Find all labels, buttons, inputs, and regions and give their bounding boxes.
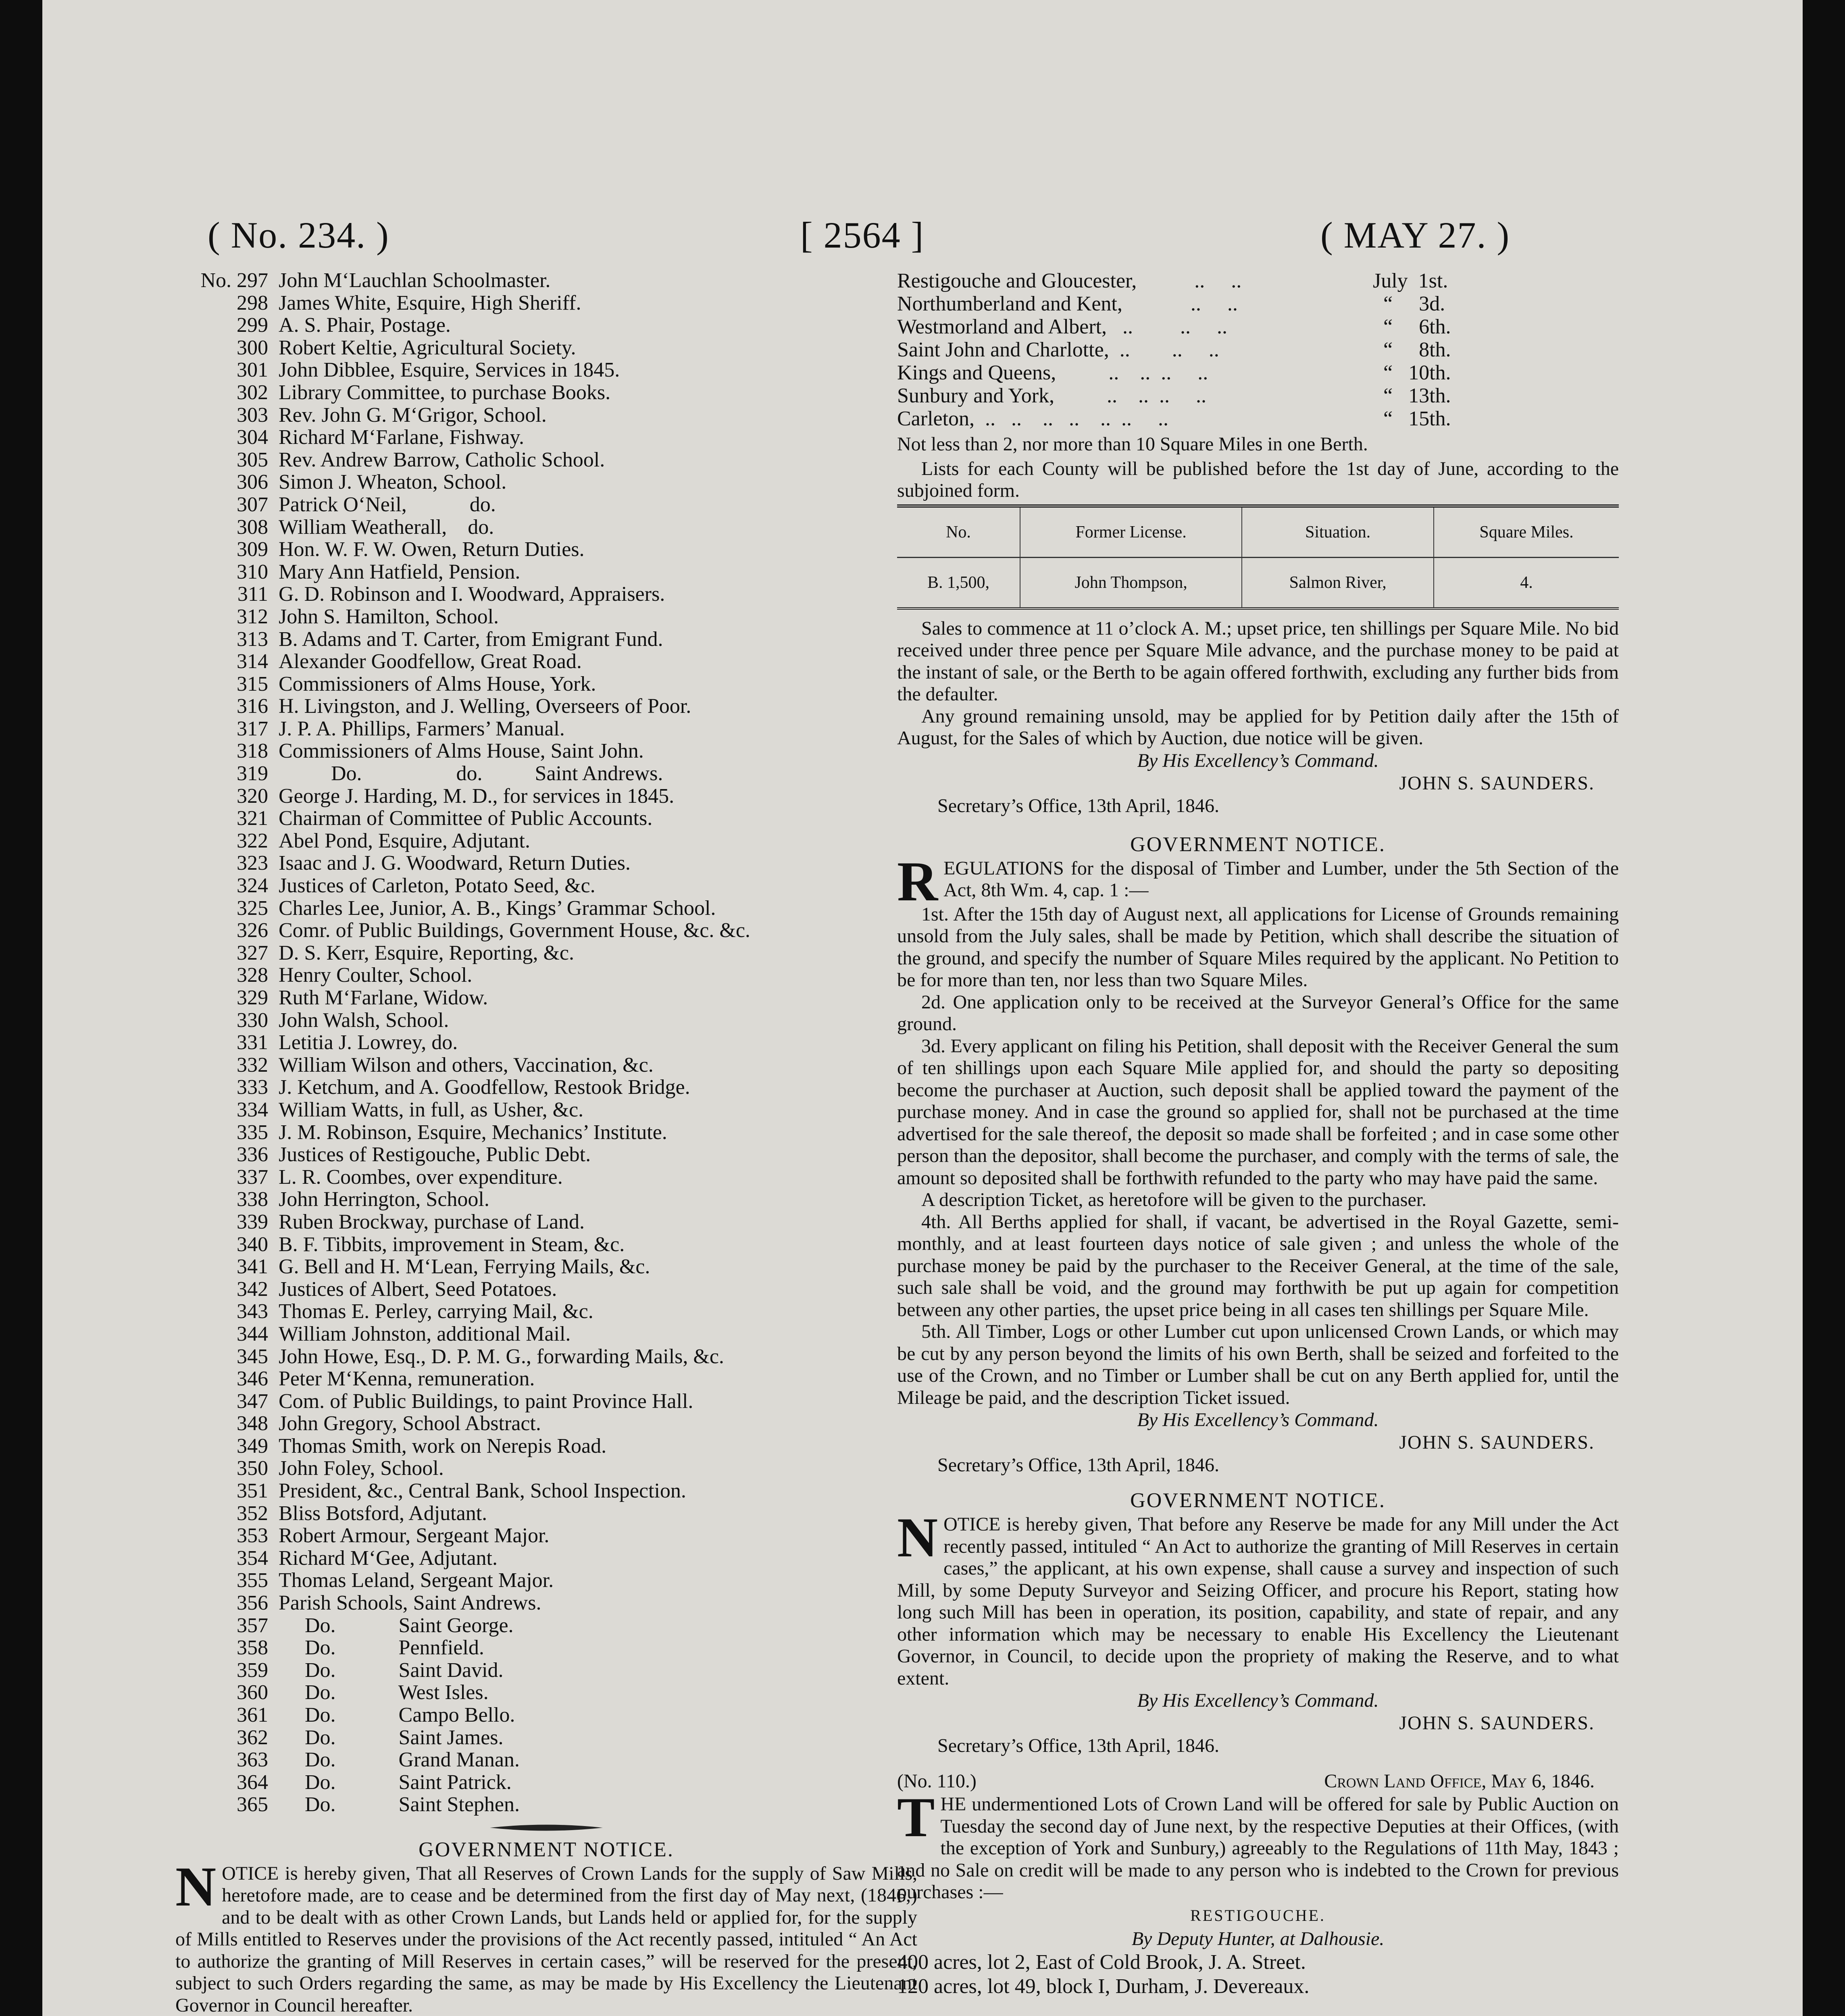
notice-body: HE undermentioned Lots of Crown Land will be offered for sale by Public Auction on Tuesday the second day of June next, by the respective Deputies at their Offices, (with the exception of York and Sunbury,) agreeably to the Regulations of 11th May, 1843 ; and no Sale on credit will be made to any person who is indebted to the Crown for previous purchases :— [897,1793,1619,1903]
warrant-row [175,987,917,1009]
warrant-row [175,292,917,314]
warrant-number: 347 [237,1389,268,1413]
warrant-row [175,1435,917,1458]
warrant-number: 310 [237,560,268,583]
warrant-number: 329 [237,986,268,1009]
left-column [175,269,917,2016]
drop-cap: T [897,1786,935,1849]
warrant-row [175,1031,917,1054]
county-pair: Sunbury and York, .. .. .. .. [897,384,1207,407]
warrant-number: 323 [237,852,268,875]
lot-list [897,1950,1619,1999]
warrant-row [175,919,917,942]
section-ornament [490,1822,603,1834]
warrant-number: 303 [237,403,268,427]
warrant-row [175,1188,917,1211]
warrant-row [175,583,917,606]
warrant-description: John Foley, School. [279,1457,444,1480]
warrant-row [175,1166,917,1189]
warrant-row [175,650,917,673]
warrant-row [175,426,917,449]
warrant-row [175,673,917,696]
warrant-row [175,1749,917,1771]
warrant-description: Mary Ann Hatfield, Pension. [279,560,521,583]
warrant-number: 349 [237,1434,268,1458]
warrant-description: Robert Keltie, Agricultural Society. [279,336,576,359]
warrant-row [175,762,917,785]
warrant-description: Richard M‘Gee, Adjutant. [279,1546,498,1570]
warrant-number: 343 [237,1300,268,1323]
warrant-description: Ruth M‘Farlane, Widow. [279,986,488,1009]
office-date: Secretary’s Office, 13th April, 1846. [937,1735,1219,1756]
warrant-description: Do. Pennfield. [279,1636,484,1660]
command-line: By His Excellency’s Command. [1137,1409,1379,1431]
warrant-description: Do. Saint James. [279,1726,504,1749]
warrant-description: John Dibblee, Esquire, Services in 1845. [279,358,620,382]
warrant-description: Henry Coulter, School. [279,964,473,987]
warrant-number: 325 [237,896,268,920]
warrant-number: 327 [237,941,268,964]
warrant-description: Commissioners of Alms House, York. [279,672,596,696]
warrant-description: Robert Armour, Sergeant Major. [279,1524,550,1547]
warrant-description: Do. do. Saint Andrews. [279,762,663,785]
county-pair: Restigouche and Gloucester, .. .. [897,269,1242,292]
warrant-number: 365 [237,1793,268,1816]
warrant-row [175,1009,917,1032]
warrant-number: 345 [237,1345,268,1368]
warrant-description: John Herrington, School. [279,1188,489,1211]
warrant-description: L. R. Coombes, over expenditure. [279,1165,563,1189]
warrant-row [175,964,917,987]
warrant-description: John Howe, Esq., D. P. M. G., forwarding Mails, &c. [279,1345,724,1368]
warrant-row [175,1345,917,1368]
regulation-item: 1st. After the 15th day of August next, all applications for License of Grounds remaining unsold from the July sales, shall be made by Petition, which shall describe the situation of the ground, and specify the number of Square Miles required by the applicant. No Petition to be for more than ten, nor less than two Square Miles. [897,903,1619,991]
warrant-row [175,494,917,516]
warrant-list [175,269,917,1816]
warrant-description: Thomas Leland, Sergeant Major. [279,1569,554,1592]
warrant-row [175,1211,917,1233]
warrant-description: Simon J. Wheaton, School. [279,471,507,494]
sale-date: “ 8th. [1373,338,1451,361]
warrant-description: D. S. Kerr, Esquire, Reporting, &c. [279,941,575,964]
warrant-row [175,471,917,494]
warrant-row [175,1704,917,1727]
warrant-number: 357 [237,1614,268,1637]
sale-date: “ 13th. [1373,384,1451,407]
lists-note: Lists for each County will be published before the 1st day of June, according to the subjoined form. [897,458,1619,501]
warrant-number: 348 [237,1412,268,1435]
warrant-description: H. Livingston, and J. Welling, Overseers of Poor. [279,695,691,718]
drop-cap: N [897,1506,938,1569]
county-pair: Northumberland and Kent, .. .. [897,292,1238,315]
warrant-number: 346 [237,1367,268,1391]
warrant-description: Richard M‘Farlane, Fishway. [279,426,524,449]
warrant-number: 334 [237,1098,268,1121]
warrant-description: William Weatherall, do. [279,515,494,539]
mill-notice [897,1488,1619,1757]
warrant-number: 313 [237,627,268,651]
command-line: By His Excellency’s Command. [1137,750,1379,771]
warrant-row [175,1278,917,1301]
warrant-number: 324 [237,874,268,898]
warrant-description: Justices of Restigouche, Public Debt. [279,1143,591,1166]
warrant-row [175,1771,917,1794]
sale-date: “ 3d. [1373,292,1445,315]
warrant-description: Comr. of Public Buildings, Government House, &c. &c. [279,919,750,942]
warrant-number: 352 [237,1502,268,1525]
warrant-row [175,1793,917,1816]
berth-limits: Not less than 2, nor more than 10 Square Miles in one Berth. [897,433,1368,455]
warrant-number: 341 [237,1255,268,1279]
warrant-description: J. Ketchum, and A. Goodfellow, Restook Bridge. [279,1076,690,1099]
warrant-description: Rev. John G. M‘Grigor, School. [279,403,547,427]
issue-number: ( No. 234. ) [208,215,389,256]
warrant-description: Do. West Isles. [279,1681,489,1704]
warrant-description: G. Bell and H. M‘Lean, Ferrying Mails, &c. [279,1255,650,1279]
warrant-row [175,1143,917,1166]
warrant-description: J. P. A. Phillips, Farmers’ Manual. [279,717,565,740]
notice-body: OTICE is hereby given, That all Reserves of Crown Lands for the supply of Saw Mills, heretofore made, are to cease and be determined from the first day of May next, (1846,) and to be dealt with as other Crown Lands, but Lands held or applied for, for the supply of Mills entitled to Reserves under the provisions of the Act recently passed, intituled “ An Act to authorize the granting of Mill Reserves in certain cases,” will be reserved for the present, subject to such Orders regarding the same, as may be made by His Excellency the Lieutenant Governor in Council hereafter. [175,1862,917,2016]
warrant-number: 328 [237,964,268,987]
warrant-row [175,875,917,897]
warrant-description: Do. Grand Manan. [279,1748,520,1772]
warrant-description: President, &c., Central Bank, School Inspection. [279,1479,686,1503]
notice-title: GOVERNMENT NOTICE. [1130,1489,1386,1512]
warrant-number: 350 [237,1457,268,1480]
warrant-row [175,807,917,830]
notice-title: GOVERNMENT NOTICE. [1130,833,1386,856]
warrant-number: 300 [237,336,268,359]
warrant-description: Patrick O‘Neil, do. [279,493,496,516]
gazette-page [42,0,1803,2016]
warrant-row [175,1300,917,1323]
warrant-number: 312 [237,605,268,628]
warrant-row [175,1480,917,1502]
warrant-number: 353 [237,1524,268,1547]
warrant-description: Abel Pond, Esquire, Adjutant. [279,829,530,852]
deputy-line: By Deputy Hunter, at Dalhousie. [1131,1928,1385,1949]
warrant-number: 308 [237,515,268,539]
command-line: By His Excellency’s Command. [1137,1690,1379,1711]
sale-dates [897,269,1619,430]
warrant-number: 330 [237,1008,268,1032]
warrant-number: 305 [237,448,268,471]
warrant-number: 320 [237,784,268,808]
warrant-row [175,269,917,292]
warrant-number: 302 [237,381,268,404]
warrant-number: 332 [237,1053,268,1077]
warrant-description: Com. of Public Buildings, to paint Province Hall. [279,1389,693,1413]
warrant-description: Rev. Andrew Barrow, Catholic School. [279,448,605,471]
warrant-description: J. M. Robinson, Esquire, Mechanics’ Institute. [279,1120,667,1144]
table-cell: John Thompson, [1020,557,1242,608]
warrant-number: 335 [237,1120,268,1144]
warrant-description: John Walsh, School. [279,1008,449,1032]
table-cell: 4. [1434,557,1619,608]
right-column [897,269,1619,1999]
warrant-number: 319 [237,762,268,785]
regulations-notice [897,832,1619,1477]
regulation-item: 3d. Every applicant on filing his Petition, shall deposit with the Receiver General the sum of ten shillings upon each Square Mile applied for, and should the party so depositing become the purchaser at Auction, such deposit shall be applied toward the payment of the purchase money. And in case the ground so applied for, shall not be purchased at the time advertised for the sale thereof, the deposit so made shall be forfeited ; and in case some other person than the depositor, shall become the purchaser, and comply with the terms of sale, the amount so deposited shall be forthwith refunded to the party who may have paid the same. [897,1035,1619,1189]
warrant-description: Justices of Carleton, Potato Seed, &c. [279,874,596,898]
warrant-description: Justices of Albert, Seed Potatoes. [279,1277,557,1301]
warrant-number: 321 [237,807,268,830]
sale-date-row [897,315,1619,338]
regulation-item: A description Ticket, as heretofore will be given to the purchaser. [921,1189,1427,1210]
warrant-description: Parish Schools, Saint Andrews. [279,1591,541,1615]
warrant-row [175,1524,917,1547]
warrant-row [175,897,917,920]
warrant-row [175,1547,917,1570]
office-date: Secretary’s Office, 13th April, 1846. [937,795,1219,816]
county-pair: Saint John and Charlotte, .. .. .. [897,338,1219,361]
warrant-number: 363 [237,1748,268,1772]
notice-intro: EGULATIONS for the disposal of Timber and Lumber, under the 5th Section of the Act, 8th Wm. 4, cap. 1 :— [943,857,1619,901]
warrant-row [175,1502,917,1525]
sale-date-row [897,338,1619,361]
warrant-description: Letitia J. Lowrey, do. [279,1031,458,1054]
signature: JOHN S. SAUNDERS. [1399,1432,1595,1453]
drop-cap: N [175,1855,217,1918]
warrant-number: 326 [237,919,268,942]
warrant-row [175,337,917,359]
regulation-item: 4th. All Berths applied for shall, if vacant, be advertised in the Royal Gazette, semi-monthly, and at least fourteen days notice of sale given ; and unless the whole of the purchase money be paid by the purchaser to the Receiver General, at the time of the sale, such sale shall be void, and the ground may forthwith be put up again for competition between any other parties, the upset price being in all cases ten shillings per Square Mile. [897,1211,1619,1320]
warrant-description: Peter M‘Kenna, remuneration. [279,1367,535,1391]
warrant-number: 309 [237,538,268,561]
warrant-description: William Watts, in full, as Usher, &c. [279,1098,584,1121]
warrant-row [175,1592,917,1614]
warrant-row [175,830,917,852]
warrant-number: 318 [237,739,268,763]
warrant-number: 306 [237,471,268,494]
warrant-number: 299 [237,314,268,337]
crown-land-notice [897,1769,1619,1999]
warrant-description: John S. Hamilton, School. [279,605,499,628]
warrant-description: Chairman of Committee of Public Accounts. [279,807,653,830]
warrant-description: John M‘Lauchlan Schoolmaster. [279,269,551,292]
office-date: Crown Land Office, May 6, 1846. [1324,1770,1595,1792]
warrant-description: William Wilson and others, Vaccination, &c. [279,1053,654,1077]
warrant-number: 338 [237,1188,268,1211]
warrant-description: Hon. W. F. W. Owen, Return Duties. [279,538,585,561]
warrant-description: Do. Saint Stephen. [279,1793,520,1816]
col-header: No. [946,523,971,541]
reserves-notice [175,1837,917,2016]
warrant-row [175,606,917,628]
warrant-number: 355 [237,1569,268,1592]
warrant-number: 311 [237,583,268,606]
county-pair: Westmorland and Albert, .. .. .. [897,315,1228,338]
warrant-row [175,1659,917,1682]
warrant-row [175,381,917,404]
warrant-number: 316 [237,695,268,718]
sale-date-row [897,269,1619,292]
unsold-note: Any ground remaining unsold, may be applied for by Petition daily after the 15th of August, for the Sales of which by Auction, due notice will be given. [897,705,1619,749]
warrant-row [175,404,917,427]
warrant-number: 339 [237,1210,268,1233]
sale-date-row [897,292,1619,315]
warrant-description: B. F. Tibbits, improvement in Steam, &c. [279,1233,625,1256]
table-cell: Salmon River, [1242,557,1434,608]
warrant-number: 307 [237,493,268,516]
warrant-description: Thomas Smith, work on Nerepis Road. [279,1434,607,1458]
license-form-table [897,504,1619,610]
warrant-number: 333 [237,1076,268,1099]
warrant-number: 358 [237,1636,268,1660]
office-date: Secretary’s Office, 13th April, 1846. [937,1454,1219,1476]
warrant-description: Alexander Goodfellow, Great Road. [279,650,582,673]
lot-entry: 120 acres, lot 49, block I, Durham, J. Devereaux. [897,1974,1310,1998]
col-header: Former License. [1020,506,1242,558]
sale-date-row [897,361,1619,384]
warrant-description: Do. Campo Bello. [279,1704,515,1727]
warrant-row [175,1637,917,1659]
warrant-row [175,1457,917,1480]
warrant-row [175,1569,917,1592]
county-heading: RESTIGOUCHE. [1190,1906,1326,1924]
warrant-description: B. Adams and T. Carter, from Emigrant Fund. [279,627,663,651]
warrant-row [175,516,917,539]
warrant-number: 342 [237,1277,268,1301]
warrant-description: Bliss Botsford, Adjutant. [279,1502,487,1525]
table-row [897,557,1619,608]
warrant-row [175,1076,917,1099]
warrant-description: Do. Saint George. [279,1614,514,1637]
issue-date: ( MAY 27. ) [1320,215,1510,256]
warrant-description: Library Committee, to purchase Books. [279,381,611,404]
warrant-number: 359 [237,1658,268,1682]
warrant-row [175,1099,917,1121]
warrant-number: 361 [237,1704,268,1727]
warrant-row [175,538,917,561]
sale-date: “ 15th. [1373,407,1451,430]
warrant-row [175,695,917,718]
warrant-description: John Gregory, School Abstract. [279,1412,541,1435]
warrant-row [175,1390,917,1413]
warrant-number: 322 [237,829,268,852]
warrant-number: 340 [237,1233,268,1256]
col-header: Situation. [1242,506,1434,558]
warrant-description: G. D. Robinson and I. Woodward, Appraisers. [279,583,665,606]
warrant-number: 301 [237,358,268,382]
warrant-row [175,1727,917,1749]
sale-date-row [897,407,1619,430]
warrant-number: No. 297 [200,269,268,292]
warrant-description: Commissioners of Alms House, Saint John. [279,739,644,763]
warrant-row [175,1412,917,1435]
sale-date: “ 6th. [1373,315,1451,338]
table-cell: B. 1,500, [927,573,989,592]
signature: JOHN S. SAUNDERS. [1399,1712,1595,1734]
drop-cap: R [897,850,938,913]
warrant-row [175,1256,917,1278]
warrant-row [175,1368,917,1390]
page-number: [ 2564 ] [800,215,925,256]
warrant-number: 337 [237,1165,268,1189]
warrant-description: Do. Saint Patrick. [279,1770,512,1794]
warrant-row [175,449,917,471]
warrant-row [175,628,917,651]
warrant-description: Ruben Brockway, purchase of Land. [279,1210,585,1233]
warrant-number: 298 [237,291,268,314]
warrant-row [175,314,917,337]
warrant-number: 336 [237,1143,268,1166]
warrant-row [175,1614,917,1637]
warrant-description: Do. Saint David. [279,1658,504,1682]
warrant-number: 362 [237,1726,268,1749]
warrant-number: 314 [237,650,268,673]
warrant-row [175,561,917,583]
warrant-row [175,852,917,875]
warrant-row [175,785,917,808]
sales-terms: Sales to commence at 11 o’clock A. M.; upset price, ten shillings per Square Mile. No bid received under three pence per Square Mile advance, and the purchase money to be paid at the instant of sale, or the Berth to be again offered forthwith, excluding any further bids from the defaulter. [897,617,1619,705]
county-pair: Carleton, .. .. .. .. .. .. .. [897,407,1169,430]
warrant-row [175,1233,917,1256]
regulation-items [897,904,1619,1409]
warrant-row [175,718,917,740]
warrant-number: 351 [237,1479,268,1503]
lot-entry: 400 acres, lot 2, East of Cold Brook, J. A. Street. [897,1950,1306,1974]
sale-date: “ 10th. [1373,361,1451,384]
warrant-number: 354 [237,1546,268,1570]
warrant-row [175,740,917,762]
col-header: Square Miles. [1434,506,1619,558]
warrant-number: 331 [237,1031,268,1054]
regulation-item: 2d. One application only to be received at the Surveyor General’s Office for the same ground. [897,991,1619,1035]
signature: JOHN S. SAUNDERS. [1399,772,1595,794]
warrant-description: Thomas E. Perley, carrying Mail, &c. [279,1300,593,1323]
warrant-row [175,1323,917,1345]
warrant-number: 317 [237,717,268,740]
warrant-row [175,359,917,381]
warrant-row [175,1121,917,1144]
county-pair: Kings and Queens, .. .. .. .. [897,361,1208,384]
notice-number: (No. 110.) [897,1770,977,1792]
warrant-description: A. S. Phair, Postage. [279,314,451,337]
notice-body: OTICE is hereby given, That before any Reserve be made for any Mill under the Act recently passed, intituled “ An Act to authorize the granting of Mill Reserves in certain cases,” the applicant, at his own expense, shall cause a survey and inspection of such Mill, by some Deputy Surveyor and Seizing Officer, and procure his Report, stating how long such Mill has been in operation, its position, capability, and state of repair, and any other information which may be necessary to enable His Excellency the Lieutenant Governor, in Council, to decide upon the propriety of making the Reserve, and to what extent. [897,1514,1619,1689]
regulation-item: 5th. All Timber, Logs or other Lumber cut upon unlicensed Crown Lands, or which may be cut by any person beyond the limits of his own Berth, shall be seized and forfeited to the use of the Crown, and no Timber or Lumber shall be cut on any Berth applied for, until the Mileage be paid, and the description Ticket issued. [897,1321,1619,1408]
warrant-description: James White, Esquire, High Sheriff. [279,291,581,314]
warrant-description: William Johnston, additional Mail. [279,1322,571,1345]
warrant-number: 315 [237,672,268,696]
sale-date-row [897,384,1619,407]
warrant-number: 364 [237,1770,268,1794]
sale-date: July 1st. [1373,269,1448,292]
warrant-row [175,1681,917,1704]
warrant-description: Isaac and J. G. Woodward, Return Duties. [279,852,631,875]
warrant-number: 344 [237,1322,268,1345]
warrant-description: Charles Lee, Junior, A. B., Kings’ Grammar School. [279,896,716,920]
warrant-number: 304 [237,426,268,449]
warrant-number: 356 [237,1591,268,1615]
warrant-number: 360 [237,1681,268,1704]
warrant-row [175,1054,917,1077]
warrant-description: George J. Harding, M. D., for services in 1845. [279,784,675,808]
notice-title: GOVERNMENT NOTICE. [419,1838,674,1861]
warrant-row [175,942,917,964]
